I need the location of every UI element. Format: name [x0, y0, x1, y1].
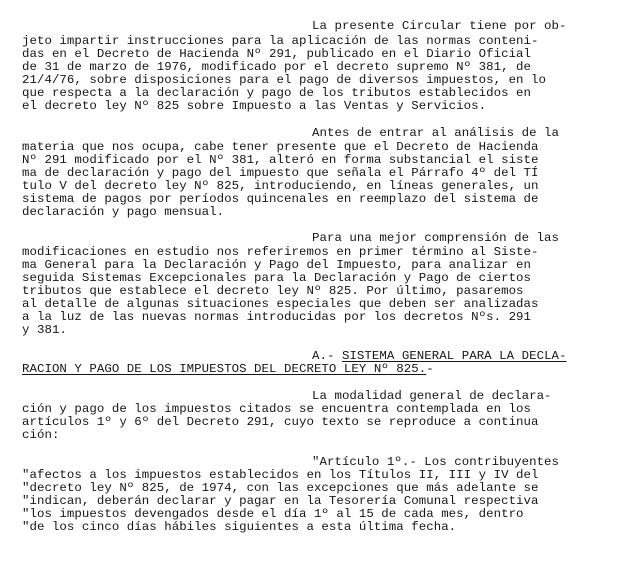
paragraph-1-line: jeto impartir instrucciones para la aplicación de las normas conteni-: [22, 34, 539, 48]
quote-line: "indican, deberán declarar y pagar en la Tesorería Comunal respectiva: [22, 494, 539, 508]
paragraph-3-line: seguida Sistemas Excepcionales para la Declaración y Pago de ciertos: [22, 271, 532, 285]
quote-line: "Artículo 1º.- Los contribuyentes: [312, 455, 560, 469]
paragraph-2-line: Antes de entrar al análisis de la: [312, 126, 560, 140]
paragraph-1-line: La presente Circular tiene por ob-: [312, 19, 567, 33]
paragraph-4-line: La modalidad general de declara-: [312, 389, 552, 403]
paragraph-2-line: Nº 291 modificado por el Nº 381, alteró en forma substancial el siste: [22, 153, 539, 167]
heading-prefix: A.-: [312, 349, 342, 363]
paragraph-3-line: a la luz de las nuevas normas introducidas por los decretos Nºs. 291: [22, 310, 532, 324]
paragraph-1-line: que respecta a la declaración y pago de los tributos establecidos en: [22, 86, 532, 100]
paragraph-2-line: declaración y pago mensual.: [22, 205, 225, 219]
paragraph-4-line: artículos 1º y 6º del Decreto 291, cuyo texto se reproduce a continua: [22, 415, 539, 429]
section-heading-line-2: [22, 363, 434, 376]
heading-title-part-2: RACION Y PAGO DE LOS IMPUESTOS DEL DECRETO LEY Nº 825.: [22, 362, 427, 376]
paragraph-3-line: tributos que establece el decreto ley Nº 825. Por último, pasaremos: [22, 284, 524, 298]
paragraph-1-line: de 31 de marzo de 1976, modificado por el decreto supremo Nº 381, de: [22, 60, 532, 74]
paragraph-4-line: ción:: [22, 428, 60, 442]
paragraph-1-line: el decreto ley Nº 825 sobre Impuesto a las Ventas y Servicios.: [22, 99, 487, 113]
paragraph-1-line: das en el Decreto de Hacienda Nº 291, publicado en el Diario Oficial: [22, 47, 532, 61]
paragraph-2-line: sistema de pagos por períodos quincenales en reemplazo del sistema de: [22, 192, 539, 206]
quote-line: "los impuestos devengados desde el día 1º al 15 de cada mes, dentro: [22, 507, 524, 521]
heading-title-part-1: SISTEMA GENERAL PARA LA DECLA-: [341, 349, 567, 363]
paragraph-3-line: al detalle de algunas situaciones especiales que deben ser analizadas: [22, 297, 539, 311]
paragraph-3-line: y 381.: [22, 323, 67, 337]
quote-line: "de los cinco días hábiles siguientes a esta última fecha.: [22, 520, 457, 534]
paragraph-3-line: Para una mejor comprensión de las: [312, 231, 560, 245]
paragraph-4-line: ción y pago de los impuestos citados se encuentra contemplada en los: [22, 402, 532, 416]
paragraph-2-line: materia que nos ocupa, cabe tener presente que el Decreto de Hacienda: [22, 140, 539, 154]
paragraph-1-line: 21/4/76, sobre disposiciones para el pago de diversos impuestos, en lo: [22, 73, 546, 87]
paragraph-2-line: tulo V del decreto ley Nº 825, introduciendo, en líneas generales, un: [22, 179, 539, 193]
heading-suffix: -: [426, 362, 434, 376]
paragraph-2-line: ma de declaración y pago del impuesto que señala el Párrafo 4º del TÍ: [22, 166, 539, 180]
paragraph-3-line: modificaciones en estudio nos referiremos en primer término al Siste-: [22, 245, 539, 259]
quote-line: "decreto ley Nº 825, de 1974, con las excepciones que más adelante se: [22, 481, 539, 495]
paragraph-3-line: ma General para la Declaración y Pago del Impuesto, para analizar en: [22, 258, 532, 272]
quote-line: "afectos a los impuestos establecidos en los Títulos II, III y IV del: [22, 468, 539, 482]
